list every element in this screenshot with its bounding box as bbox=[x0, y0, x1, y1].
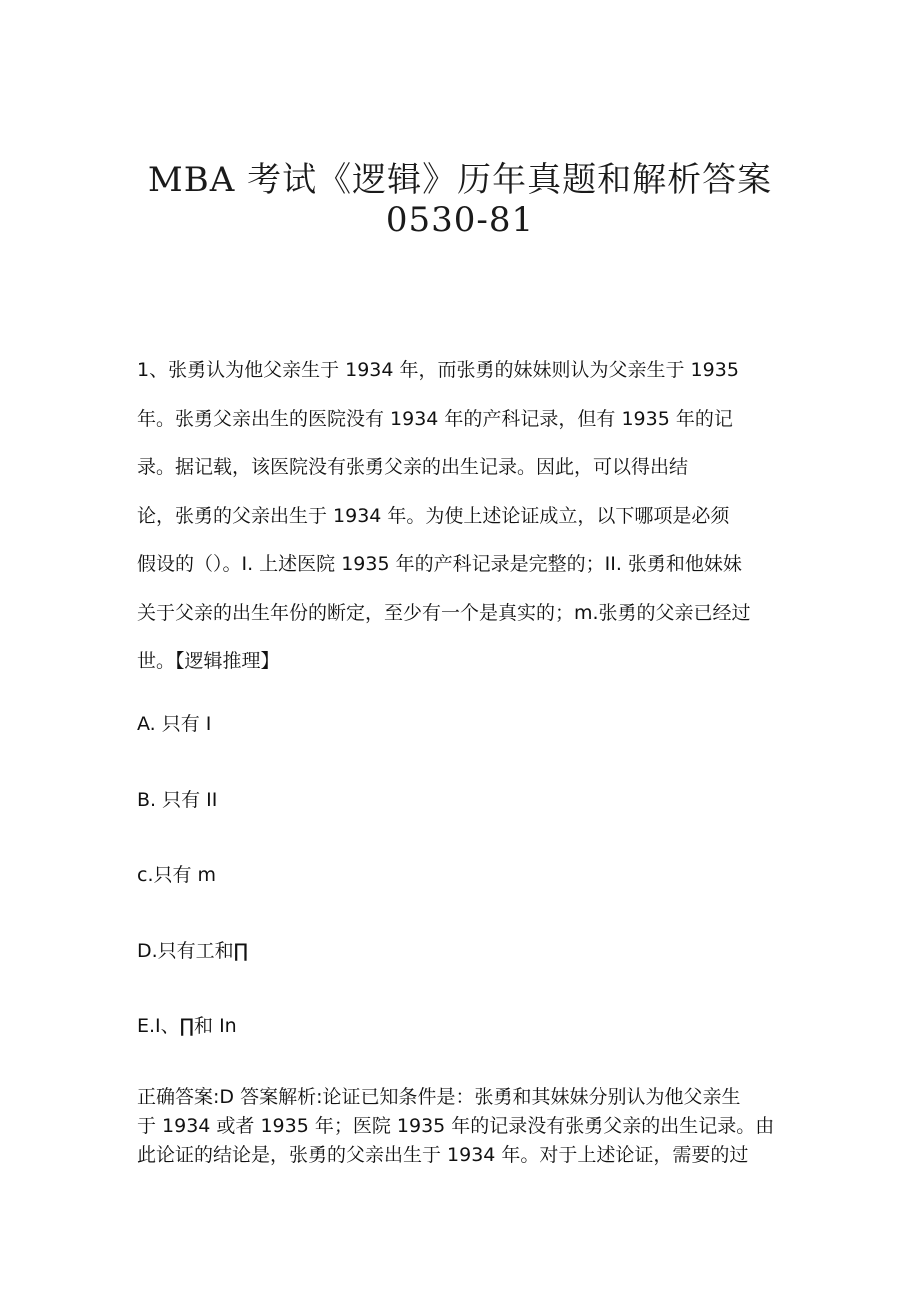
question-line: 假设的（）。I. 上述医院 1935 年的产科记录是完整的；II. 张勇和他妹妹 bbox=[137, 553, 742, 575]
question-line: 录。据记载，该医院没有张勇父亲的出生记录。因此，可以得出结 bbox=[137, 456, 689, 478]
question-line: 年。张勇父亲出生的医院没有 1934 年的产科记录，但有 1935 年的记 bbox=[137, 407, 733, 430]
question-line: 论，张勇的父亲出生于 1934 年。为使上述论证成立，以下哪项是必须 bbox=[137, 504, 730, 527]
document-title-line-1: MBA 考试《逻辑》历年真题和解析答案 bbox=[147, 160, 773, 200]
answer-explanation bbox=[137, 1083, 787, 1170]
answer-line: 正确答案:D 答案解析:论证已知条件是：张勇和其妹妹分别认为他父亲生 bbox=[137, 1086, 741, 1108]
question-line: 世。【逻辑推理】 bbox=[137, 650, 280, 672]
answer-line: 于 1934 或者 1935 年；医院 1935 年的记录没有张勇父亲的出生记录。由 bbox=[137, 1115, 775, 1137]
option-e: E.I、∏和 In bbox=[137, 1015, 237, 1037]
question-line: 1、张勇认为他父亲生于 1934 年，而张勇的妹妹则认为父亲生于 1935 bbox=[137, 359, 739, 381]
question-text bbox=[137, 346, 787, 686]
question-line: 关于父亲的出生年份的断定，至少有一个是真实的；m.张勇的父亲已经过 bbox=[137, 601, 751, 624]
document-title-line-2: 0530-81 bbox=[385, 200, 535, 240]
option-a: A. 只有 I bbox=[137, 713, 212, 735]
option-b: B. 只有 II bbox=[137, 789, 218, 811]
option-d: D.只有工和∏ bbox=[137, 940, 249, 962]
answer-line: 此论证的结论是，张勇的父亲出生于 1934 年。对于上述论证，需要的过 bbox=[137, 1144, 749, 1166]
option-c: c.只有 m bbox=[137, 864, 217, 886]
